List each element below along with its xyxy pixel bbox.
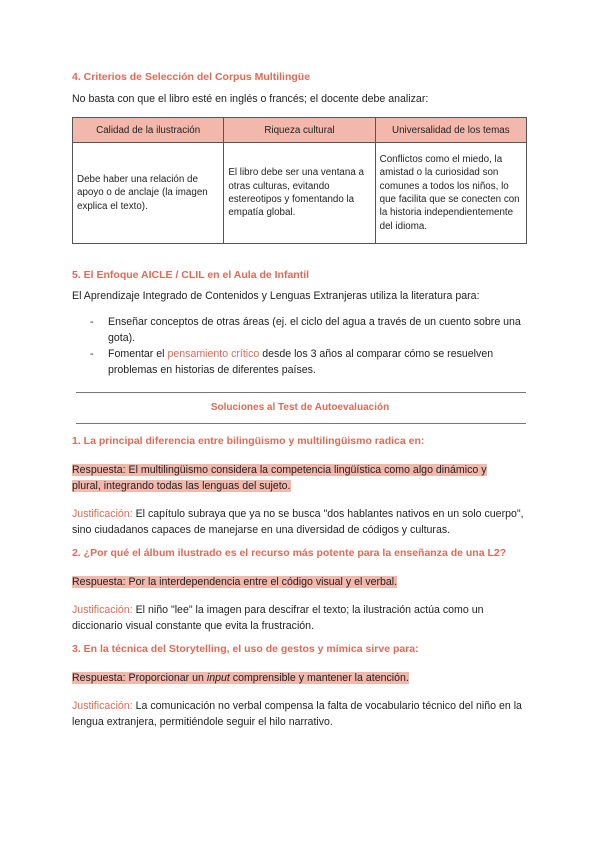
answer-3-text [72, 672, 409, 684]
bullet-dash: - [90, 316, 94, 328]
justification-3-text: La comunicación no verbal compensa la falta de vocabulario técnico del niño en la lengua extranjera, permitiéndole seguir el hilo narrativo. [72, 700, 522, 728]
critical-thinking-highlight: pensamiento crítico [167, 348, 260, 360]
justification-label: Justificación: [72, 700, 133, 712]
answer-3-post: comprensible y mantener la atención. [229, 672, 409, 684]
answer-3-input: input [206, 672, 230, 684]
justification-2 [72, 602, 528, 634]
answer-3 [72, 670, 528, 686]
page-content [72, 70, 528, 730]
list-item [90, 314, 528, 346]
section-4-title: 4. Criterios de Selección del Corpus Multilingüe [72, 71, 311, 83]
cell-illustration-quality: Debe haber una relación de apoyo o de anclaje (la imagen explica el texto). [73, 143, 224, 244]
question-3: 3. En la técnica del Storytelling, el uso de gestos y mímica sirve para: [72, 643, 419, 655]
bullet-dash: - [90, 348, 94, 360]
bullet-text: Enseñar conceptos de otras áreas (ej. el ciclo del agua a través de un cuento sobre una gota). [108, 316, 521, 344]
answer-2-text: Respuesta: Por la interdependencia entre el código visual y el verbal. [72, 576, 398, 588]
answer-2 [72, 574, 528, 590]
solutions-title: Soluciones al Test de Autoevaluación [210, 402, 390, 413]
question-1: 1. La principal diferencia entre bilingüismo y multilingüismo radica en: [72, 435, 425, 447]
criteria-table-header-row [73, 118, 527, 143]
cell-theme-universality: Conflictos como el miedo, la amistad o la curiosidad son comunes a todos los niños, lo que facilita que se conecten con la historia independientemente del idioma. [375, 143, 526, 244]
justification-1-text: El capítulo subraya que ya no se busca "dos hablantes nativos en un solo cuerpo", sino ciudadanos capaces de manejarse en una diversidad de códigos y culturas. [72, 508, 524, 536]
list-item [90, 346, 528, 378]
divider-bottom [76, 423, 526, 424]
bullet-text-post: desde los 3 años al comparar cómo se resuelven problemas en historias de diferentes países. [108, 348, 494, 376]
divider-top [76, 392, 526, 393]
justification-label: Justificación: [72, 508, 133, 520]
justification-2-text: El niño "lee" la imagen para descifrar el texto; la ilustración actúa como un diccionario visual constante que evita la frustración. [72, 604, 484, 632]
answer-1 [72, 462, 528, 494]
answer-3-pre: Respuesta: Proporcionar un [72, 672, 207, 684]
header-illustration-quality: Calidad de la ilustración [73, 118, 224, 143]
justification-1 [72, 506, 528, 538]
question-2: 2. ¿Por qué el álbum ilustrado es el recurso más potente para la enseñanza de una L2? [72, 547, 507, 559]
bullet-text-pre: Fomentar el [108, 348, 168, 360]
criteria-table-row [73, 143, 527, 244]
section-4-intro: No basta con que el libro esté en inglés o francés; el docente debe analizar: [72, 93, 429, 105]
answer-1-line-1: Respuesta: El multilingüismo considera la competencia lingüística como algo dinámico y [72, 464, 487, 476]
answer-1-line-2: plural, integrando todas las lenguas del sujeto. [72, 480, 291, 492]
section-5-title: 5. El Enfoque AICLE / CLIL en el Aula de Infantil [72, 269, 310, 281]
justification-label: Justificación: [72, 604, 133, 616]
cell-cultural-richness: El libro debe ser una ventana a otras culturas, evitando estereotipos y fomentando la empatía global. [224, 143, 375, 244]
section-5-intro: El Aprendizaje Integrado de Contenidos y Lenguas Extranjeras utiliza la literatura para: [72, 290, 480, 302]
clil-bullet-list [72, 314, 528, 378]
justification-3 [72, 698, 528, 730]
header-theme-universality: Universalidad de los temas [375, 118, 526, 143]
criteria-table [72, 117, 527, 244]
header-cultural-richness: Riqueza cultural [224, 118, 375, 143]
